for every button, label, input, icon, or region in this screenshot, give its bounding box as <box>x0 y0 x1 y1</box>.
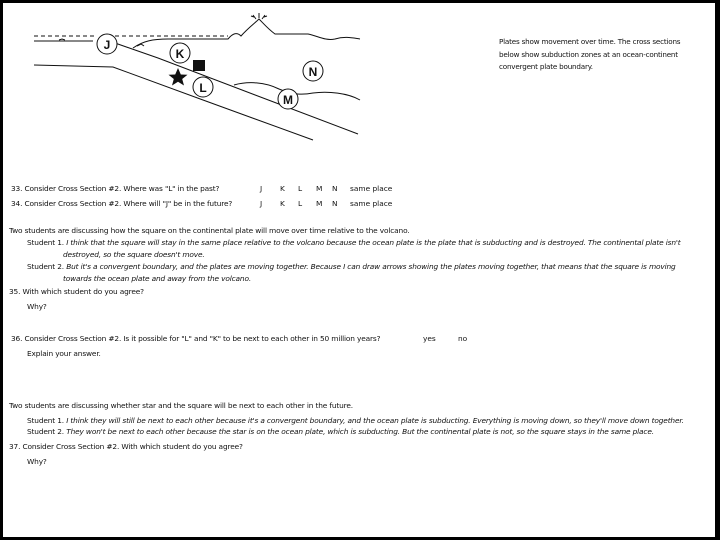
q33-option-l[interactable]: L <box>298 184 303 193</box>
label-j: J <box>103 38 111 52</box>
discussion-2-student-1 <box>27 416 684 425</box>
question-33: 33. Consider Cross Section #2. Where was "L" in the past? <box>11 184 220 193</box>
q36-option-yes[interactable]: yes <box>423 334 436 343</box>
question-36: 36. Consider Cross Section #2. Is it possible for "L" and "K" to be next to each other in 50 million years? <box>11 334 381 343</box>
q33-option-same-place[interactable]: same place <box>350 184 393 193</box>
student-1-statement: I think that the square will stay in the same place relative to the volcano because the ocean plate is the plate that is subducting and is destroyed. The continental plate isn't <box>66 238 681 247</box>
discussion-2-prompt: Two students are discussing whether star and the square will be next to each other in the future. <box>9 401 353 410</box>
label-m: M <box>283 93 293 107</box>
q34-option-m[interactable]: M <box>316 199 323 208</box>
question-35: 35. With which student do you agree? <box>9 287 144 296</box>
q34-option-j[interactable]: J <box>260 199 263 208</box>
label-l: L <box>199 81 207 95</box>
student-2-label: Student 2. <box>27 262 64 271</box>
question-34: 34. Consider Cross Section #2. Where will "J" be in the future? <box>11 199 233 208</box>
student-2-statement: But it's a convergent boundary, and the plates are moving together. Because I can draw arrows showing the plates moving together, that means that the square is moving <box>66 262 676 271</box>
q33-option-j[interactable]: J <box>260 184 263 193</box>
q33-option-k[interactable]: K <box>280 184 285 193</box>
question-37: 37. Consider Cross Section #2. With which student do you agree? <box>9 442 243 451</box>
q33-option-m[interactable]: M <box>316 184 323 193</box>
discussion-1-student-1 <box>27 238 680 247</box>
label-k: K <box>175 47 185 61</box>
student-1-label: Student 1. <box>27 238 64 247</box>
discussion-1-student-2 <box>27 262 676 271</box>
q34-option-k[interactable]: K <box>280 199 285 208</box>
q34-option-l[interactable]: L <box>298 199 303 208</box>
star-marker-icon <box>169 68 188 86</box>
student-2-label: Student 2. <box>27 427 64 436</box>
subduction-cross-section-diagram <box>3 3 503 173</box>
discussion-1-student-1-cont: destroyed, so the square doesn't move. <box>63 250 205 259</box>
q33-option-n[interactable]: N <box>332 184 338 193</box>
worksheet-page <box>3 3 715 537</box>
question-35-why: Why? <box>27 302 47 311</box>
student-1-label: Student 1. <box>27 416 64 425</box>
discussion-2-student-2 <box>27 427 654 436</box>
discussion-1-prompt: Two students are discussing how the square on the continental plate will move over time relative to the volcano. <box>9 226 410 235</box>
intro-text: Plates show movement over time. The cross sections below show subduction zones at an ocean-continent convergent plate boundary. <box>499 37 681 71</box>
student-1-statement: I think they will still be next to each other because it's a convergent boundary, and the ocean plate is subducting. Everything is moving down, so they'll move down together. <box>66 416 684 425</box>
question-36-explain: Explain your answer. <box>27 349 101 358</box>
question-37-why: Why? <box>27 457 47 466</box>
label-n: N <box>308 65 318 79</box>
student-2-statement: They won't be next to each other because the star is on the ocean plate, which is subducting. But the continental plate is not, so the square stays in the same place. <box>66 427 654 436</box>
q34-option-same-place[interactable]: same place <box>350 199 393 208</box>
q34-option-n[interactable]: N <box>332 199 338 208</box>
discussion-1-student-2-cont: towards the ocean plate and away from the volcano. <box>63 274 252 283</box>
q36-option-no[interactable]: no <box>458 334 468 343</box>
square-marker-icon <box>193 60 205 71</box>
